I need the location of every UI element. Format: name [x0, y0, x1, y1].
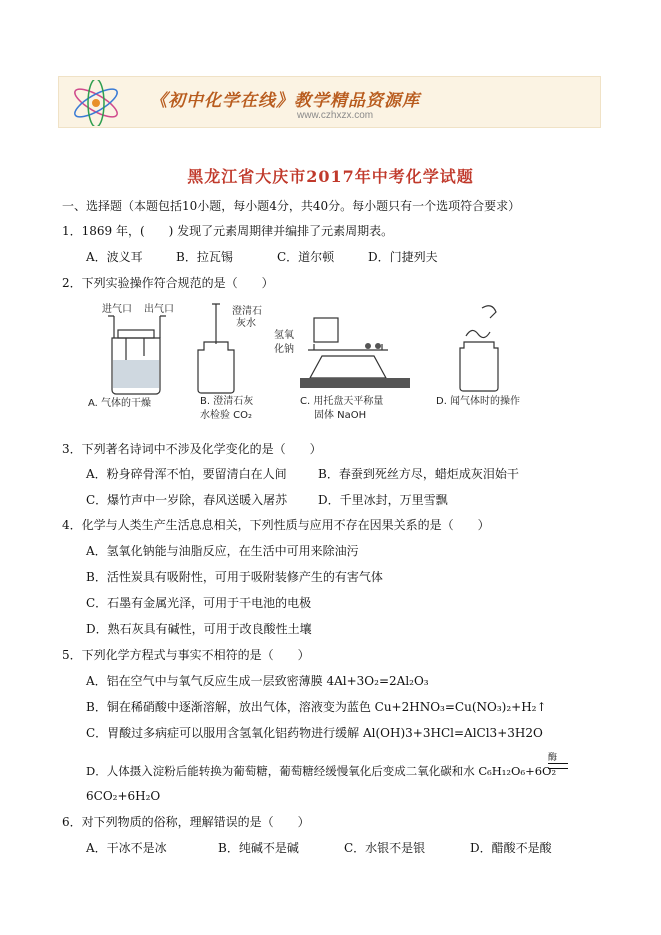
question-3-stem: 3．下列著名诗词中不涉及化学变化的是（ ）	[62, 442, 322, 456]
q3-option-a: A．粉身碎骨浑不怕，要留清白在人间	[86, 467, 287, 481]
q1-option-c: C．道尔顿	[277, 250, 335, 264]
q5-option-b: B．铜在稀硝酸中逐渐溶解，放出气体，溶液变为蓝色 Cu+2HNO₃=Cu(NO₃)₂+H₂↑	[86, 700, 547, 714]
q4-option-c: C．石墨有金属光泽，可用于干电池的电极	[86, 596, 312, 610]
question-1-stem: 1．1869 年，( ) 发现了元素周期律并编排了元素周期表。	[62, 224, 394, 238]
question-6-stem: 6．对下列物质的俗称，理解错误的是（ ）	[62, 815, 310, 829]
q5-reaction-condition: 酶	[548, 753, 558, 763]
fig-a-inlet-label: 进气口	[102, 304, 132, 315]
q6-option-b: B．纯碱不是碱	[218, 841, 299, 855]
fig-a-outlet-label: 出气口	[144, 304, 174, 315]
fig-c-label-1: 氢氧	[274, 330, 294, 341]
q3-option-b: B．春蚕到死丝方尽，蜡炬成灰泪始干	[318, 467, 519, 481]
q4-option-d: D．熟石灰具有碱性，可用于改良酸性土壤	[86, 622, 312, 636]
fig-b-top-label-2: 灰水	[236, 318, 256, 329]
gas-drying-bottle-icon	[88, 302, 174, 409]
q5-option-c: C．胃酸过多病症可以服用含氢氧化铝药物进行缓解 Al(OH)3+3HCl=AlCl3+3H2O	[86, 726, 543, 740]
section-heading: 一、选择题（本题包括10小题，每小题4分，共40分。每小题只有一个选项符合要求）	[62, 199, 521, 213]
q3-option-d: D．千里冰封，万里雪飘	[318, 493, 448, 507]
q4-option-a: A．氢氧化钠能与油脂反应，在生活中可用来除油污	[86, 544, 359, 558]
fig-c-caption-1: C. 用托盘天平称量	[300, 396, 384, 407]
question-2-stem: 2．下列实验操作符合规范的是（ ）	[62, 276, 274, 290]
fig-a-caption: A. 气体的干燥	[88, 398, 152, 409]
q1-option-a: A．波义耳	[86, 250, 143, 264]
banner-url: www.czhxzx.com	[297, 110, 374, 121]
fig-d-caption: D. 闻气体时的操作	[436, 396, 521, 407]
q5-option-d-line1: D．人体摄入淀粉后能转换为葡萄糖，葡萄糖经缓慢氧化后变成二氧化碳和水 C₆H₁₂O₆+6O₂	[86, 764, 557, 778]
q5-option-a: A．铝在空气中与氧气反应生成一层致密薄膜 4Al+3O₂=2Al₂O₃	[86, 674, 429, 688]
q1-option-d: D．门捷列夫	[368, 250, 438, 264]
q4-option-b: B．活性炭具有吸附性，可用于吸附装修产生的有害气体	[86, 570, 383, 584]
question-5-stem: 5．下列化学方程式与事实不相符的是（ ）	[62, 648, 310, 662]
q3-option-c: C．爆竹声中一岁除，春风送暖入屠苏	[86, 493, 288, 507]
q6-option-a: A．干冰不是冰	[86, 841, 167, 855]
q2-apparatus-figure	[82, 298, 532, 430]
smelling-gas-icon	[436, 306, 520, 407]
banner-title: 《初中化学在线》教学精品资源库	[150, 91, 420, 111]
q6-option-d: D．醋酸不是酸	[470, 841, 552, 855]
document-title: 黑龙江省大庆市2017年中考化学试题	[187, 167, 474, 186]
fig-b-caption-1: B. 澄清石灰	[200, 396, 254, 407]
question-4-stem: 4．化学与人类生产生活息息相关，下列性质与应用不存在因果关系的是（ ）	[62, 518, 490, 532]
atom-logo-icon	[66, 80, 126, 126]
fig-b-caption-2: 水检验 CO₂	[200, 410, 253, 421]
q1-option-b: B．拉瓦锡	[176, 250, 233, 264]
fig-c-label-2: 化钠	[274, 344, 294, 355]
q6-option-c: C．水银不是银	[344, 841, 426, 855]
q5-option-d-line2: 6CO₂+6H₂O	[86, 789, 161, 803]
fig-c-caption-2: 固体 NaOH	[314, 410, 367, 421]
fig-b-top-label-1: 澄清石	[232, 306, 262, 317]
limewater-bottle-icon	[198, 304, 262, 421]
balance-scale-icon	[274, 318, 410, 421]
